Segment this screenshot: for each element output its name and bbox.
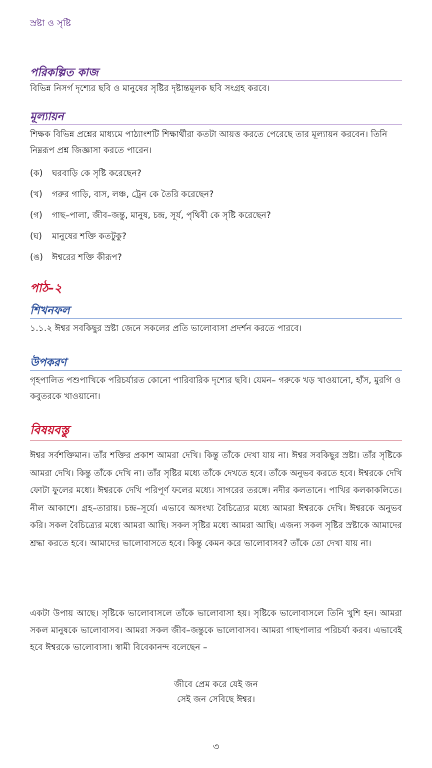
poem-line: সেই জন সেবিছে ঈশ্বর। bbox=[176, 695, 256, 705]
question-number: (ঘ) bbox=[30, 232, 43, 242]
page-number: ৩ bbox=[212, 742, 220, 753]
list-item bbox=[30, 227, 402, 248]
learning-outcome-heading: শিখনফল bbox=[30, 304, 70, 317]
list-item bbox=[30, 248, 402, 269]
content-heading: বিষয়বস্তু bbox=[30, 423, 70, 437]
question-text: মানুষের শক্তি কতটুকু? bbox=[52, 232, 127, 242]
materials-heading: উপকরণ bbox=[30, 356, 67, 369]
section-divider bbox=[30, 124, 402, 125]
question-text: গাছ–পালা, জীব–জন্তু, মানুষ, চন্দ্র, সূর্য, পৃথিবী কে সৃষ্টি করেছেন? bbox=[52, 211, 271, 221]
question-text: গরুর গাড়ি, বাস, লঞ্চ, ট্রেন কে তৈরি করেছেন? bbox=[52, 190, 214, 200]
question-text: ঈশ্বরের শক্তি কীরূপ? bbox=[52, 253, 122, 263]
section-divider bbox=[30, 440, 402, 441]
section-divider bbox=[30, 80, 402, 81]
content-paragraph-2: একটা উপায় আছে। সৃষ্টিকে ভালোবাসলে তাঁকে ভালোবাসা হয়। সৃষ্টিকে ভালোবাসলে তিনি খুশি হন। আমরা সকল মানুষকে ভালোবাসব। আমরা সকল জীব–জন্তুকে ভালোবাসব। আমরা গাছপালার পরিচর্যা করব। এভাবেই হবে ঈশ্বরকে ভালোবাসা। স্বামী বিবেকানন্দ বলেছেন – bbox=[30, 609, 402, 653]
list-item bbox=[30, 206, 402, 227]
lesson-heading: পাঠ–২ bbox=[30, 281, 62, 295]
running-head: স্রষ্টা ও সৃষ্টি bbox=[30, 19, 71, 29]
section-divider bbox=[30, 370, 402, 371]
planned-work-text: বিভিন্ন নিসর্গ দৃশ্যের ছবি ও মানুষের সৃষ্টির দৃষ্টান্তমূলক ছবি সংগ্রহ করবে। bbox=[30, 84, 270, 94]
planned-work-heading: পরিকল্পিত কাজ bbox=[30, 66, 99, 79]
evaluation-text: শিক্ষক বিভিন্ন প্রশ্নের মাধ্যমে পাঠ্যাংশটি শিক্ষার্থীরা কতটা আয়ত্ত করতে পেরেছে তার মূল্যায়ন করবেন। তিনি নিম্নরূপ প্রশ্ন জিজ্ঞাসা করতে পারেন। bbox=[30, 130, 388, 156]
poem-line: জীবে প্রেম করে যেই জন bbox=[174, 680, 258, 690]
question-number: (ক) bbox=[30, 169, 43, 179]
question-number: (ঙ) bbox=[30, 253, 44, 263]
question-text: ঘরবাড়ি কে সৃষ্টি করেছেন? bbox=[52, 169, 142, 179]
poem bbox=[0, 678, 432, 708]
list-item bbox=[30, 164, 402, 185]
learning-outcome-text: ১.১.২ ঈশ্বর সবকিছুর স্রষ্টা জেনে সকলের প্রতি ভালোবাসা প্রদর্শন করতে পারবে। bbox=[30, 324, 302, 334]
question-list bbox=[30, 164, 402, 269]
section-divider bbox=[30, 318, 402, 319]
materials-text: গৃহপালিত পশুপাখিকে পরিচর্যারত কোনো পারিবারিক দৃশ্যের ছবি। যেমন– গরুকে খড় খাওয়ানো, হাঁস, মুরগি ও কবুতরকে খাওয়ানো। bbox=[30, 376, 401, 402]
question-number: (গ) bbox=[30, 211, 43, 221]
content-paragraph-1: ঈশ্বর সর্বশক্তিমান। তাঁর শক্তির প্রকাশ আমরা দেখি। কিন্তু তাঁকে দেখা যায় না। ঈশ্বর সবকিছুর স্রষ্টা। তাঁর সৃষ্টিকে আমরা দেখি। কিন্তু তাঁকে দেখি না। তাঁর সৃষ্টির মধ্যে তাঁকে দেখতে হবে। তাঁকে অনুভব করতে হবে। ঈশ্বরকে দেখি ফোটা ফুলের মধ্যে। ঈশ্বরকে দেখি পরিপূর্ণ ফলের মধ্যে। সাগরের তরঙ্গে। নদীর কলতানে। পাখির কলকাকলিতে। নীল আকাশে। গ্রহ–তারায়। চন্দ্র–সূর্যে। এভাবে অসংখ্য বৈচিত্র্যের মধ্যে আমরা ঈশ্বরকে দেখি। ঈশ্বরকে অনুভব করি। সকল বৈচিত্র্যের মধ্যে আমরা আছি। সকল সৃষ্টির মধ্যে আমরা আছি। এজন্য সকল সৃষ্টির স্রষ্টাকে আমাদের শ্রদ্ধা করতে হবে। আমাদের ভালোবাসতে হবে। কিন্তু কেমন করে ভালোবাসব? তাঁকে তো দেখা যায় না। bbox=[30, 451, 402, 549]
question-number: (খ) bbox=[30, 190, 43, 200]
list-item bbox=[30, 185, 402, 206]
evaluation-heading: মূল্যায়ন bbox=[30, 110, 64, 123]
